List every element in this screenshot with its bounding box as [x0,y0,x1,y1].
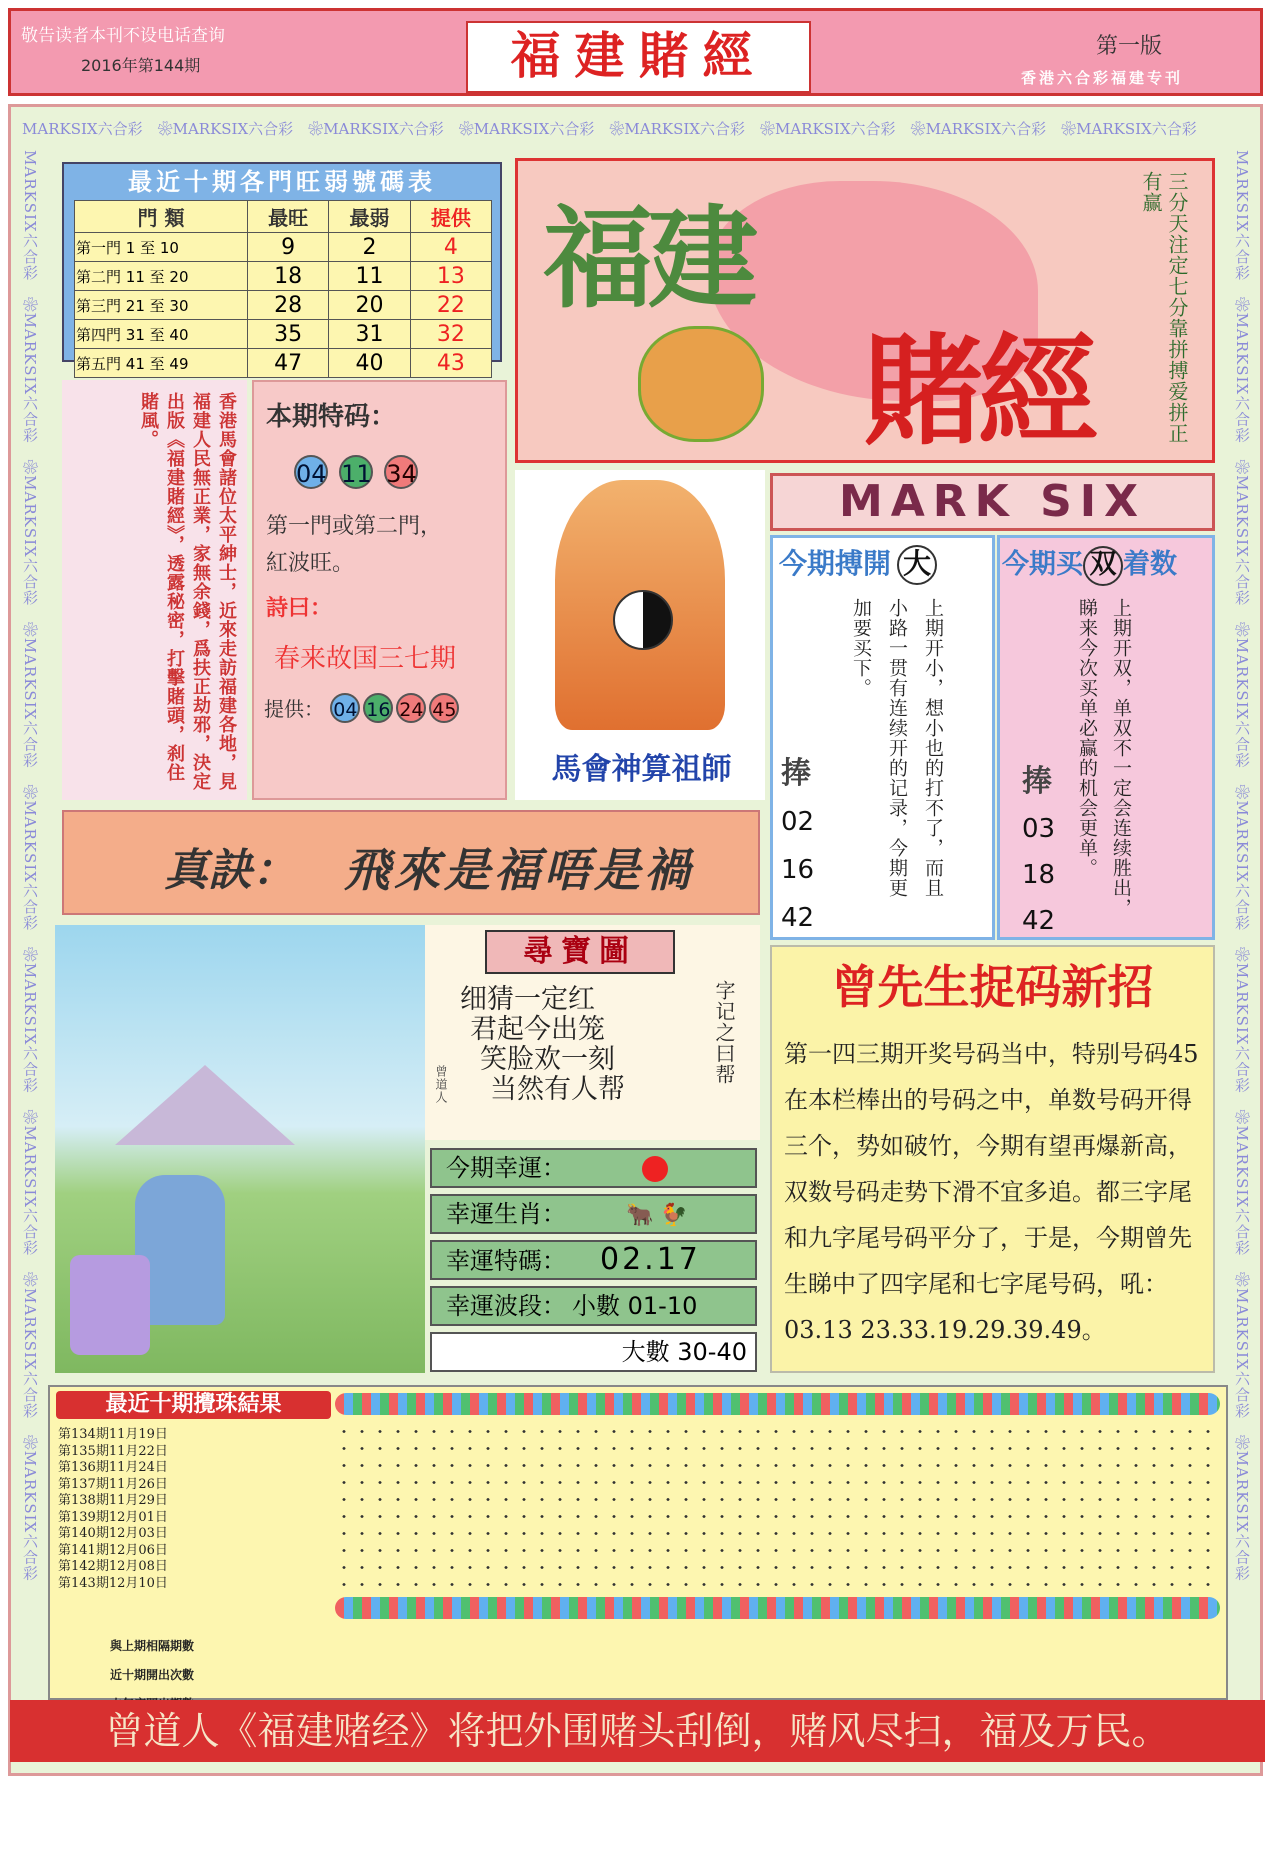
ox-rooster-icon: 🐂 🐓 [626,1203,688,1228]
special-title: 本期特码： [266,402,397,432]
master-caption: 馬會神算祖師 [551,752,732,787]
pick-number: 42 [781,903,815,933]
lucky-color-ball-icon [642,1156,668,1182]
luck-row: 今期幸運： [430,1148,757,1188]
results-panel [48,1385,1228,1700]
special-ball: 11 [339,455,373,489]
table-header: 最弱 [329,201,410,233]
big-small-body: 上期开小，想小也的打不了，而且小路一贯有连续开的记录，今期更加要买下。 [850,598,944,898]
mark-six-banner: MARK SIX [770,473,1215,531]
brand-strip-right: MARKSIX六合彩 ❀MARKSIX六合彩 ❀MARKSIX六合彩 ❀MARKSIX六合彩 ❀MARKSIX六合彩 ❀MARKSIX六合彩 ❀MARKSIX六合彩 ❀MARKSIX六合彩 ❀MARKSIX六合彩 [1233,150,1251,1582]
footer-text: 曾道人《福建赌经》将把外围赌头刮倒，赌风尽扫，福及万民。 [105,1709,1170,1753]
master-panel [515,470,765,800]
special-poem: 春来故国三七期 [274,644,457,674]
number-balls-header [335,1393,1220,1415]
luck-row: 幸運生肖： 🐂 🐓 [430,1194,757,1234]
zeng-panel [770,945,1215,1373]
header-subtitle: 香港六合彩福建专刊 [1021,69,1184,87]
pick-number: 42 [1022,906,1056,936]
true-secret-text: 飛來是福唔是禍 [344,843,694,897]
lucky-number: 02.17 [600,1242,701,1277]
pick-number: 02 [781,807,815,837]
special-ball: 34 [384,455,418,489]
poem-label: 詩曰： [266,596,333,621]
brand-text: MARKSIX六合彩 [172,120,294,138]
pick-number: 18 [1022,860,1056,890]
provide-ball: 45 [429,693,459,723]
luck-extra-row: 大數 30-40 [430,1332,757,1372]
odd-even-nums [1022,806,1055,944]
zeng-title: 曾先生捉码新招 [831,960,1154,1014]
brand-text: MARKSIX六合彩 [1076,120,1197,138]
odd-even-body: 上期开双，单双不一定会连续胜出，睇来今次买单必赢的机会更单。 [1076,598,1132,918]
stats-labels: 與上期相隔期數 近十期開出次數 [110,1639,195,1682]
intro-panel [62,380,247,800]
stats-table [74,200,492,378]
header-notice: 敬告读者本刊不设电话查询 [21,26,225,46]
double-badge: 双 [1083,546,1123,586]
results-title: 最近十期攪珠結果 [56,1391,331,1419]
table-row: 第四門 31 至 40 35 31 32 [75,320,492,349]
brand-text: MARKSIX六合彩 [774,120,896,138]
provide-ball: 24 [396,693,426,723]
basket-icon [70,1255,150,1355]
brand-text: MARKSIX六合彩 [624,120,745,138]
brand-strip-top: MARKSIX六合彩 ❀MARKSIX六合彩 ❀MARKSIX六合彩 ❀MARKSIX六合彩 ❀MARKSIX六合彩 ❀MARKSIX六合彩 ❀MARKSIX六合彩 ❀MARKSIX六合彩 [22,120,1197,138]
big-small-nums [781,798,814,942]
brand-text: MARKSIX六合彩 [323,120,444,138]
yin-yang-icon [613,590,673,650]
scenery-illustration [55,925,425,1373]
table-row: 第五門 41 至 49 47 40 43 [75,349,492,378]
header-title: 福建賭經 [510,26,767,85]
special-ball: 04 [294,455,328,489]
true-secret-scroll [62,810,760,915]
results-dot-grid [335,1423,1220,1593]
big-small-panel [770,535,995,940]
treasure-map-panel [425,925,760,1140]
table-row: 第二門 11 至 20 18 11 13 [75,262,492,291]
header-issue: 2016年第144期 [81,56,201,75]
odd-even-title: 今期买 双 着数 [1002,542,1212,586]
table-row: 第一門 1 至 10 9 2 4 [75,233,492,262]
treasure-author: 曾道人 [434,1065,448,1104]
pick-number: 16 [781,855,815,885]
footer-banner [10,1700,1265,1762]
intro-text: 香港馬會諸位太平紳士，近來走訪福建各地，見福建人民無正業，家無余錢，爲扶正劫邪，決定出版《福建賭經》，透露秘密，打擊賭頭，刹住賭風。 [138,392,237,791]
stats-table-title: 最近十期各門旺弱號碼表 [128,168,436,196]
banner-big-1: 福建 [543,194,753,323]
table-header: 最旺 [248,201,329,233]
big-badge: 大 [897,545,937,585]
table-row: 第三門 21 至 30 28 20 22 [75,291,492,320]
banner-poem: 三分天注定七分靠拼搏爱拼正有赢 [1139,171,1189,444]
pick-number: 03 [1022,814,1056,844]
peng-label: 捧 [1022,764,1052,799]
special-panel [252,380,507,800]
odd-even-panel [997,535,1215,940]
zeng-body: 第一四三期开奖号码当中，特别号码45在本栏棒出的号码之中，单数号码开得三个，势如破竹，今期有望再爆新高，双数号码走势下滑不宜多追。都三字尾和九字尾号码平分了，于是，今期曾先生睇中了四字尾和七字尾号码，吼：03.13 23.33.19.29.39.49。 [784,1040,1199,1344]
treasure-title: 尋寶圖 [485,930,675,974]
results-dates: 第134期11月19日 第135期11月22日 第136期11月24日 第137期11月26日 第138期11月29日 第139期12月01日 第140期12月03日 第141期12月06日 第142期12月08日 第143期12月10日 [58,1427,168,1591]
provide-row [264,693,505,723]
brand-text: MARKSIX六合彩 [473,120,595,138]
mountain-icon [115,1065,295,1145]
banner-big-2: 賭經 [863,321,1093,462]
brand-text: MARKSIX六合彩 [22,120,143,138]
peng-label: 捧 [781,756,811,791]
header-title-box [466,21,811,93]
big-small-title: 今期搏開 大 [779,542,992,585]
provide-label: 提供： [264,697,324,721]
luck-row: 幸運特碼： 02.17 [430,1240,757,1280]
table-header: 門 類 [75,201,248,233]
title-banner [515,158,1215,463]
lucky-range: 小數 01-10 [572,1292,698,1320]
true-secret-label: 真訣： [164,845,296,896]
provide-ball: 16 [363,693,393,723]
treasure-lines: 细猜一定红 君起今出笼 笑脸欢一刻 当然有人帮 [460,984,625,1105]
table-header-row [75,201,492,233]
edition: 第一版 [1096,34,1163,59]
special-line-2: 紅波旺。 [266,551,355,576]
number-balls-footer [335,1597,1220,1619]
brand-text: MARKSIX六合彩 [925,120,1047,138]
header [8,8,1263,96]
ox-mascot-icon [638,326,764,442]
special-balls [294,455,505,489]
luck-row: 幸運波段： 小數 01-10 [430,1286,757,1326]
luck-panel [430,1148,757,1372]
provide-ball: 04 [330,693,360,723]
table-header: 提供 [410,201,491,233]
brand-strip-left: MARKSIX六合彩 ❀MARKSIX六合彩 ❀MARKSIX六合彩 ❀MARKSIX六合彩 ❀MARKSIX六合彩 ❀MARKSIX六合彩 ❀MARKSIX六合彩 ❀MARKSIX六合彩 ❀MARKSIX六合彩 [21,150,39,1582]
special-line-1: 第一門或第二門， [266,514,443,539]
stats-table-panel [62,162,502,376]
treasure-side: 字记之曰帮 [712,980,736,1085]
